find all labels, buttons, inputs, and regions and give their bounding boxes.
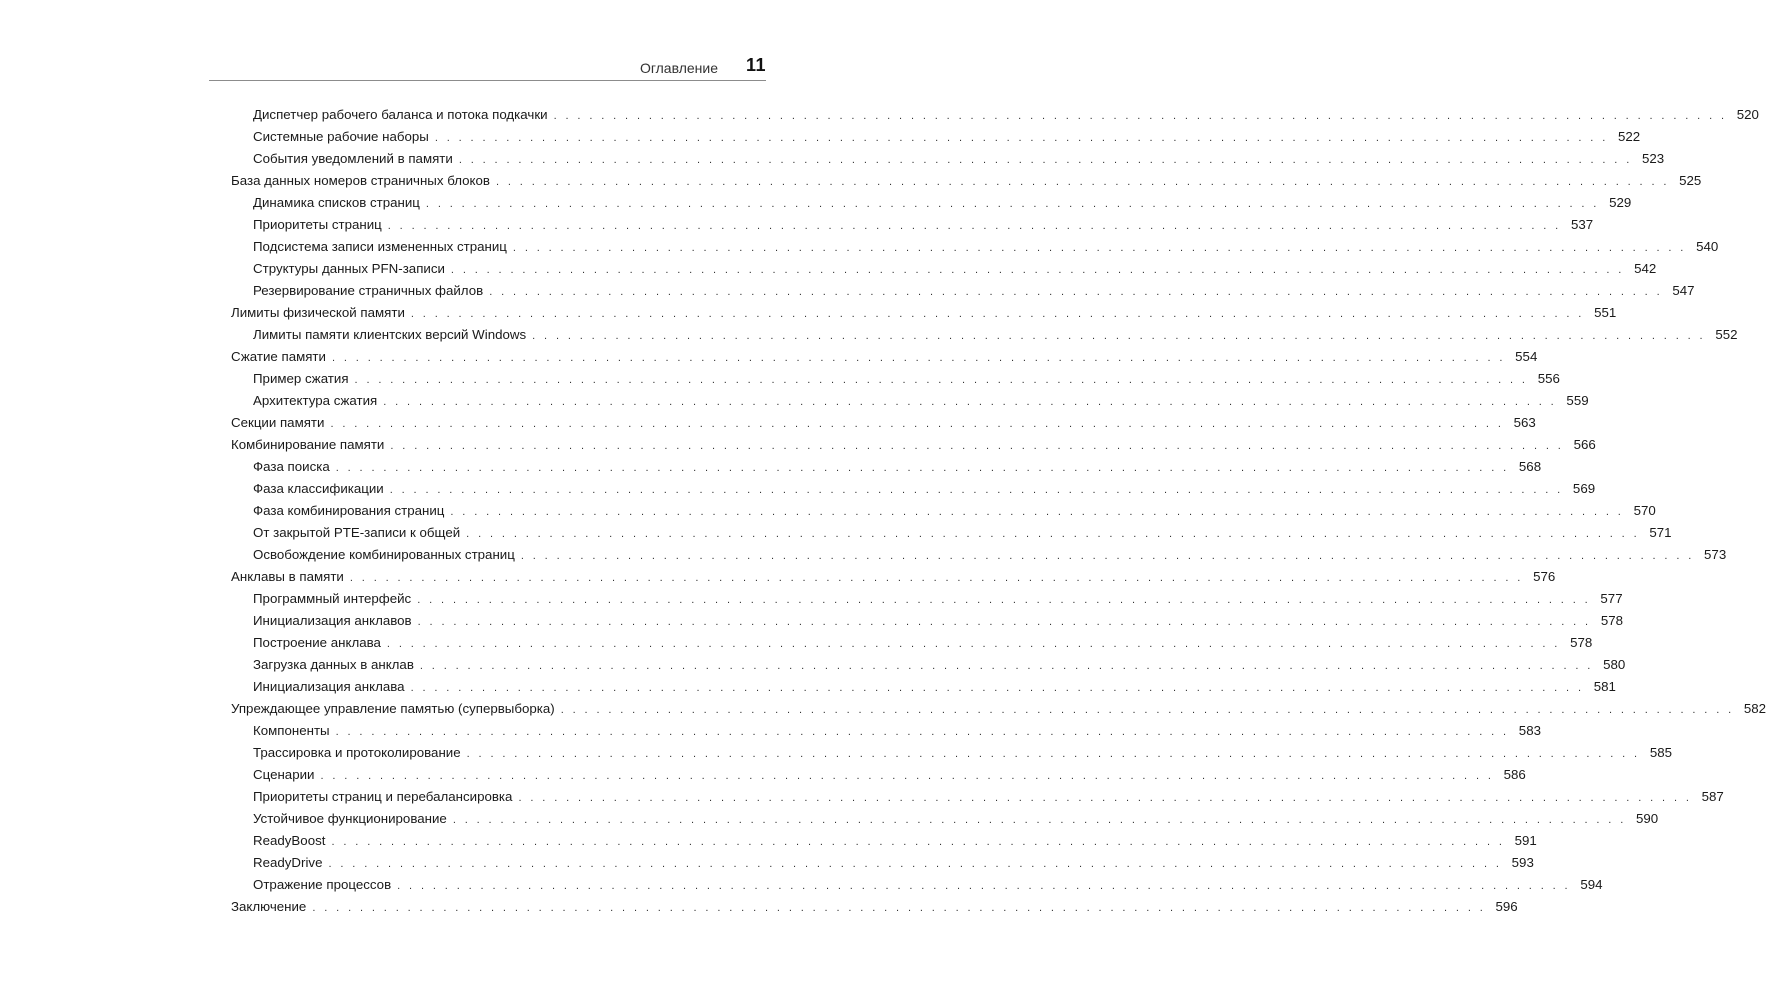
toc-entry	[231, 610, 1623, 632]
toc-entry	[231, 808, 1659, 830]
toc-entry-page-number: 525	[1679, 173, 1702, 188]
toc-entry	[231, 412, 1536, 434]
toc-entry-page-number: 559	[1566, 393, 1589, 408]
toc-dot-leader: . . . . . . . . . . . . . . . . . . . . . . . . . . . . . . . . . . . . . . . . . . . . . . . . . . . . . . . . . . . . . . . . . . . . . . . . . . . . . . . . . . . . . . . . . . . . . . . . . . .	[458, 154, 1633, 166]
toc-entry-title: Инициализация анклавов	[253, 613, 412, 628]
toc-entry-page-number: 590	[1636, 811, 1659, 826]
toc-entry-title: Упреждающее управление памятью (супервыборка)	[231, 701, 555, 716]
toc-entry-page-number: 523	[1642, 151, 1665, 166]
toc-dot-leader: . . . . . . . . . . . . . . . . . . . . . . . . . . . . . . . . . . . . . . . . . . . . . . . . . . . . . . . . . . . . . . . . . . . . . . . . . . . . . . . . . . . . . . . . . . . . . . . . . . .	[434, 132, 1609, 144]
toc-entry-page-number: 596	[1495, 899, 1518, 914]
toc-entry-title: Структуры данных PFN-записи	[253, 261, 445, 276]
toc-dot-leader: . . . . . . . . . . . . . . . . . . . . . . . . . . . . . . . . . . . . . . . . . . . . . . . . . . . . . . . . . . . . . . . . . . . . . . . . . . . . . . . . . . . . . . . . . . . . . . . . . . .	[331, 836, 1505, 848]
toc-dot-leader: . . . . . . . . . . . . . . . . . . . . . . . . . . . . . . . . . . . . . . . . . . . . . . . . . . . . . . . . . . . . . . . . . . . . . . . . . . . . . . . . . . . . . . . . . . . . . . . . . . .	[328, 858, 1502, 870]
toc-entry	[231, 192, 1632, 214]
toc-entry-title: Построение анклава	[253, 635, 381, 650]
toc-entry	[231, 830, 1537, 852]
toc-entry-page-number: 554	[1515, 349, 1538, 364]
toc-entry-title: Освобождение комбинированных страниц	[253, 547, 515, 562]
toc-entry-page-number: 585	[1649, 745, 1672, 760]
table-of-contents	[231, 104, 1766, 918]
toc-entry	[231, 698, 1766, 720]
toc-entry-title: Сжатие памяти	[231, 349, 326, 364]
toc-entry	[231, 214, 1594, 236]
toc-entry-title: Подсистема записи измененных страниц	[253, 239, 507, 254]
toc-entry	[231, 676, 1616, 698]
toc-entry-page-number: 569	[1572, 481, 1596, 496]
toc-dot-leader: . . . . . . . . . . . . . . . . . . . . . . . . . . . . . . . . . . . . . . . . . . . . . . . . . . . . . . . . . . . . . . . . . . . . . . . . . . . . . . . . . . . . . . . . . . . . . . . . . . .	[410, 308, 1585, 320]
toc-entry-title: Сценарии	[253, 767, 315, 782]
toc-entry-page-number: 563	[1513, 415, 1536, 430]
toc-entry	[231, 324, 1738, 346]
running-head	[209, 54, 766, 81]
toc-dot-leader: . . . . . . . . . . . . . . . . . . . . . . . . . . . . . . . . . . . . . . . . . . . . . . . . . . . . . . . . . . . . . . . . . . . . . . . . . . . . . . . . . . . . . . . . . . . . . . . . . . .	[417, 594, 1591, 606]
toc-dot-leader: . . . . . . . . . . . . . . . . . . . . . . . . . . . . . . . . . . . . . . . . . . . . . . . . . . . . . . . . . . . . . . . . . . . . . . . . . . . . . . . . . . . . . . . . . . . . . . . . . . .	[335, 462, 1510, 474]
running-head-page-number: 11	[745, 55, 766, 75]
toc-entry-page-number: 573	[1704, 547, 1727, 562]
toc-entry	[231, 500, 1656, 522]
toc-entry-title: Пример сжатия	[253, 371, 349, 386]
toc-entry-title: Лимиты памяти клиентских версий Windows	[253, 327, 527, 342]
toc-dot-leader: . . . . . . . . . . . . . . . . . . . . . . . . . . . . . . . . . . . . . . . . . . . . . . . . . . . . . . . . . . . . . . . . . . . . . . . . . . . . . . . . . . . . . . . . . . . . . . . . . . .	[520, 550, 1695, 562]
toc-entry-page-number: 581	[1593, 679, 1616, 694]
toc-entry	[231, 346, 1538, 368]
toc-dot-leader: . . . . . . . . . . . . . . . . . . . . . . . . . . . . . . . . . . . . . . . . . . . . . . . . . . . . . . . . . . . . . . . . . . . . . . . . . . . . . . . . . . . . . . . . . . . . . . . . . . .	[335, 726, 1509, 738]
toc-entry-page-number: 578	[1600, 613, 1623, 628]
toc-dot-leader: . . . . . . . . . . . . . . . . . . . . . . . . . . . . . . . . . . . . . . . . . . . . . . . . . . . . . . . . . . . . . . . . . . . . . . . . . . . . . . . . . . . . . . . . . . . . . . . . . . .	[390, 440, 1564, 452]
toc-entry-page-number: 551	[1594, 305, 1617, 320]
toc-entry	[231, 390, 1589, 412]
toc-entry-page-number: 540	[1696, 239, 1719, 254]
toc-entry-title: Программный интерфейс	[253, 591, 412, 606]
toc-entry-page-number: 571	[1649, 525, 1672, 540]
toc-dot-leader: . . . . . . . . . . . . . . . . . . . . . . . . . . . . . . . . . . . . . . . . . . . . . . . . . . . . . . . . . . . . . . . . . . . . . . . . . . . . . . . . . . . . . . . . . . . . . . . . . . .	[450, 506, 1624, 518]
toc-entry	[231, 236, 1719, 258]
running-head-title: Оглавление	[639, 60, 718, 76]
toc-dot-leader: . . . . . . . . . . . . . . . . . . . . . . . . . . . . . . . . . . . . . . . . . . . . . . . . . . . . . . . . . . . . . . . . . . . . . . . . . . . . . . . . . . . . . . . . . . . . . . . . . . .	[312, 902, 1486, 914]
toc-entry	[231, 566, 1556, 588]
toc-entry	[231, 104, 1759, 126]
toc-dot-leader: . . . . . . . . . . . . . . . . . . . . . . . . . . . . . . . . . . . . . . . . . . . . . . . . . . . . . . . . . . . . . . . . . . . . . . . . . . . . . . . . . . . . . . . . . . . . . . . . . . .	[532, 330, 1706, 342]
toc-entry-title: Резервирование страничных файлов	[253, 283, 484, 298]
toc-entry-title: Устойчивое функционирование	[253, 811, 447, 826]
toc-entry-page-number: 568	[1518, 459, 1542, 474]
toc-dot-leader: . . . . . . . . . . . . . . . . . . . . . . . . . . . . . . . . . . . . . . . . . . . . . . . . . . . . . . . . . . . . . . . . . . . . . . . . . . . . . . . . . . . . . . . . . . . . . . . . . . .	[383, 396, 1557, 408]
toc-entry-title: Секции памяти	[231, 415, 325, 430]
toc-entry	[231, 786, 1724, 808]
toc-entry	[231, 544, 1727, 566]
toc-entry-title: Фаза поиска	[253, 459, 330, 474]
toc-entry-title: События уведомлений в памяти	[253, 151, 453, 166]
toc-entry	[231, 456, 1542, 478]
toc-entry	[231, 896, 1518, 918]
toc-entry	[231, 148, 1665, 170]
toc-dot-leader: . . . . . . . . . . . . . . . . . . . . . . . . . . . . . . . . . . . . . . . . . . . . . . . . . . . . . . . . . . . . . . . . . . . . . . . . . . . . . . . . . . . . . . . . . . . . . . . . . . .	[386, 638, 1561, 650]
toc-entry	[231, 588, 1623, 610]
toc-entry-page-number: 520	[1736, 107, 1759, 122]
toc-entry	[231, 874, 1603, 896]
toc-dot-leader: . . . . . . . . . . . . . . . . . . . . . . . . . . . . . . . . . . . . . . . . . . . . . . . . . . . . . . . . . . . . . . . . . . . . . . . . . . . . . . . . . . . . . . . . . . . . . . . . . . .	[419, 660, 1594, 672]
toc-entry-title: База данных номеров страничных блоков	[231, 173, 490, 188]
toc-entry-title: Фаза классификации	[253, 481, 384, 496]
toc-entry-page-number: 547	[1672, 283, 1695, 298]
toc-entry-page-number: 594	[1580, 877, 1603, 892]
toc-dot-leader: . . . . . . . . . . . . . . . . . . . . . . . . . . . . . . . . . . . . . . . . . . . . . . . . . . . . . . . . . . . . . . . . . . . . . . . . . . . . . . . . . . . . . . . . . . . . . . . . . . .	[320, 770, 1494, 782]
toc-entry-page-number: 582	[1743, 701, 1766, 716]
toc-entry-title: Приоритеты страниц и перебалансировка	[253, 789, 513, 804]
toc-entry-title: Инициализация анклава	[253, 679, 405, 694]
toc-entry-page-number: 552	[1715, 327, 1738, 342]
toc-dot-leader: . . . . . . . . . . . . . . . . . . . . . . . . . . . . . . . . . . . . . . . . . . . . . . . . . . . . . . . . . . . . . . . . . . . . . . . . . . . . . . . . . . . . . . . . . . . . . . . . . . .	[518, 792, 1692, 804]
toc-dot-leader: . . . . . . . . . . . . . . . . . . . . . . . . . . . . . . . . . . . . . . . . . . . . . . . . . . . . . . . . . . . . . . . . . . . . . . . . . . . . . . . . . . . . . . . . . . . . . . . . . . .	[330, 418, 1504, 430]
toc-entry-title: Загрузка данных в анклав	[253, 657, 414, 672]
toc-dot-leader: . . . . . . . . . . . . . . . . . . . . . . . . . . . . . . . . . . . . . . . . . . . . . . . . . . . . . . . . . . . . . . . . . . . . . . . . . . . . . . . . . . . . . . . . . . . . . . . . . . .	[331, 352, 1506, 364]
toc-dot-leader: . . . . . . . . . . . . . . . . . . . . . . . . . . . . . . . . . . . . . . . . . . . . . . . . . . . . . . . . . . . . . . . . . . . . . . . . . . . . . . . . . . . . . . . . . . . . . . . . . . .	[489, 286, 1663, 298]
toc-entry-title: Фаза комбинирования страниц	[253, 503, 445, 518]
toc-entry-title: ReadyDrive	[253, 855, 323, 870]
toc-entry	[231, 126, 1641, 148]
toc-dot-leader: . . . . . . . . . . . . . . . . . . . . . . . . . . . . . . . . . . . . . . . . . . . . . . . . . . . . . . . . . . . . . . . . . . . . . . . . . . . . . . . . . . . . . . . . . . . . . . . . . . .	[397, 880, 1571, 892]
toc-entry-title: Компоненты	[253, 723, 330, 738]
toc-entry-page-number: 522	[1618, 129, 1641, 144]
toc-entry-page-number: 570	[1633, 503, 1656, 518]
toc-dot-leader: . . . . . . . . . . . . . . . . . . . . . . . . . . . . . . . . . . . . . . . . . . . . . . . . . . . . . . . . . . . . . . . . . . . . . . . . . . . . . . . . . . . . . . . . . . . . . . . . . . .	[410, 682, 1584, 694]
toc-dot-leader: . . . . . . . . . . . . . . . . . . . . . . . . . . . . . . . . . . . . . . . . . . . . . . . . . . . . . . . . . . . . . . . . . . . . . . . . . . . . . . . . . . . . . . . . . . . . . . . . . . .	[466, 528, 1640, 540]
toc-entry	[231, 258, 1657, 280]
toc-entry	[231, 742, 1672, 764]
toc-entry-page-number: 529	[1609, 195, 1632, 210]
toc-entry-page-number: 580	[1603, 657, 1626, 672]
toc-entry-title: Анклавы в памяти	[231, 569, 344, 584]
toc-entry	[231, 302, 1617, 324]
toc-entry-page-number: 577	[1600, 591, 1623, 606]
toc-entry	[231, 654, 1626, 676]
toc-entry-title: Заключение	[231, 899, 307, 914]
toc-entry-page-number: 566	[1573, 437, 1596, 452]
toc-entry	[231, 170, 1702, 192]
toc-dot-leader: . . . . . . . . . . . . . . . . . . . . . . . . . . . . . . . . . . . . . . . . . . . . . . . . . . . . . . . . . . . . . . . . . . . . . . . . . . . . . . . . . . . . . . . . . . . . . . . . . . .	[450, 264, 1625, 276]
toc-entry	[231, 764, 1526, 786]
toc-entry-page-number: 556	[1537, 371, 1560, 386]
toc-entry-page-number: 593	[1511, 855, 1534, 870]
toc-entry-title: Отражение процессов	[253, 877, 392, 892]
toc-dot-leader: . . . . . . . . . . . . . . . . . . . . . . . . . . . . . . . . . . . . . . . . . . . . . . . . . . . . . . . . . . . . . . . . . . . . . . . . . . . . . . . . . . . . . . . . . . . . . . . . . . .	[425, 198, 1600, 210]
toc-entry	[231, 434, 1596, 456]
toc-entry-title: Системные рабочие наборы	[253, 129, 429, 144]
toc-entry-page-number: 583	[1518, 723, 1541, 738]
toc-entry	[231, 280, 1695, 302]
toc-dot-leader: . . . . . . . . . . . . . . . . . . . . . . . . . . . . . . . . . . . . . . . . . . . . . . . . . . . . . . . . . . . . . . . . . . . . . . . . . . . . . . . . . . . . . . . . . . . . . . . . . . .	[553, 110, 1727, 122]
toc-entry-page-number: 587	[1701, 789, 1724, 804]
toc-entry-title: ReadyBoost	[253, 833, 326, 848]
toc-entry-page-number: 586	[1503, 767, 1526, 782]
toc-entry-page-number: 542	[1634, 261, 1657, 276]
toc-entry-title: Приоритеты страниц	[253, 217, 382, 232]
toc-entry	[231, 852, 1534, 874]
toc-entry-title: Диспетчер рабочего баланса и потока подкачки	[253, 107, 548, 122]
toc-dot-leader: . . . . . . . . . . . . . . . . . . . . . . . . . . . . . . . . . . . . . . . . . . . . . . . . . . . . . . . . . . . . . . . . . . . . . . . . . . . . . . . . . . . . . . . . . . . . . . . . . . .	[354, 374, 1528, 386]
toc-dot-leader: . . . . . . . . . . . . . . . . . . . . . . . . . . . . . . . . . . . . . . . . . . . . . . . . . . . . . . . . . . . . . . . . . . . . . . . . . . . . . . . . . . . . . . . . . . . . . . . . . . .	[389, 484, 1564, 496]
toc-entry-page-number: 576	[1533, 569, 1556, 584]
toc-entry-title: Лимиты физической памяти	[231, 305, 405, 320]
toc-entry-page-number: 537	[1570, 217, 1594, 232]
toc-entry-title: Архитектура сжатия	[253, 393, 378, 408]
toc-dot-leader: . . . . . . . . . . . . . . . . . . . . . . . . . . . . . . . . . . . . . . . . . . . . . . . . . . . . . . . . . . . . . . . . . . . . . . . . . . . . . . . . . . . . . . . . . . . . . . . . . . .	[452, 814, 1627, 826]
toc-entry-title: Комбинирование памяти	[231, 437, 385, 452]
toc-dot-leader: . . . . . . . . . . . . . . . . . . . . . . . . . . . . . . . . . . . . . . . . . . . . . . . . . . . . . . . . . . . . . . . . . . . . . . . . . . . . . . . . . . . . . . . . . . . . . . . . . . .	[466, 748, 1640, 760]
toc-dot-leader: . . . . . . . . . . . . . . . . . . . . . . . . . . . . . . . . . . . . . . . . . . . . . . . . . . . . . . . . . . . . . . . . . . . . . . . . . . . . . . . . . . . . . . . . . . . . . . . . . . .	[387, 220, 1562, 232]
toc-dot-leader: . . . . . . . . . . . . . . . . . . . . . . . . . . . . . . . . . . . . . . . . . . . . . . . . . . . . . . . . . . . . . . . . . . . . . . . . . . . . . . . . . . . . . . . . . . . . . . . . . . .	[349, 572, 1524, 584]
toc-dot-leader: . . . . . . . . . . . . . . . . . . . . . . . . . . . . . . . . . . . . . . . . . . . . . . . . . . . . . . . . . . . . . . . . . . . . . . . . . . . . . . . . . . . . . . . . . . . . . . . . . . .	[512, 242, 1687, 254]
toc-entry-title: Динамика списков страниц	[253, 195, 420, 210]
toc-entry-page-number: 591	[1514, 833, 1537, 848]
toc-entry	[231, 368, 1560, 390]
toc-entry	[231, 522, 1672, 544]
toc-dot-leader: . . . . . . . . . . . . . . . . . . . . . . . . . . . . . . . . . . . . . . . . . . . . . . . . . . . . . . . . . . . . . . . . . . . . . . . . . . . . . . . . . . . . . . . . . . . . . . . . . . .	[417, 616, 1591, 628]
toc-dot-leader: . . . . . . . . . . . . . . . . . . . . . . . . . . . . . . . . . . . . . . . . . . . . . . . . . . . . . . . . . . . . . . . . . . . . . . . . . . . . . . . . . . . . . . . . . . . . . . . . . . .	[560, 704, 1735, 716]
toc-entry-page-number: 578	[1570, 635, 1593, 650]
toc-entry	[231, 720, 1541, 742]
toc-dot-leader: . . . . . . . . . . . . . . . . . . . . . . . . . . . . . . . . . . . . . . . . . . . . . . . . . . . . . . . . . . . . . . . . . . . . . . . . . . . . . . . . . . . . . . . . . . . . . . . . . . .	[495, 176, 1670, 188]
toc-entry	[231, 478, 1596, 500]
toc-entry	[231, 632, 1593, 654]
toc-entry-title: Трассировка и протоколирование	[253, 745, 461, 760]
toc-entry-title: От закрытой PTE-записи к общей	[253, 525, 461, 540]
